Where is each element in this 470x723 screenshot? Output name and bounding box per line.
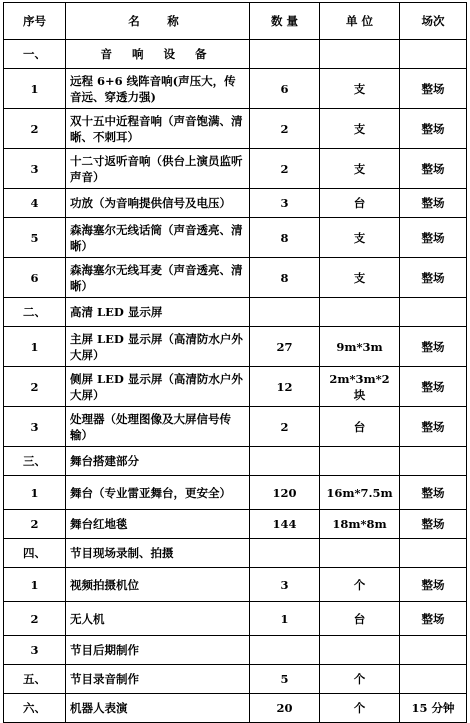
table-row [4, 694, 467, 723]
table-row [4, 665, 467, 694]
cell-name: 节目后期制作 [66, 636, 250, 665]
cell-name: 功放（为音响提供信号及电压） [66, 189, 250, 218]
cell-times: 整场 [400, 602, 467, 636]
table-row [4, 367, 467, 407]
cell-no: 二、 [4, 298, 66, 327]
cell-qty: 144 [250, 510, 320, 539]
cell-name: 处理器（处理图像及大屏信号传输） [66, 407, 250, 447]
cell-times [400, 665, 467, 694]
cell-unit: 2m*3m*2 块 [320, 367, 400, 407]
cell-no: 3 [4, 636, 66, 665]
cell-no: 5 [4, 218, 66, 258]
cell-qty: 2 [250, 109, 320, 149]
cell-unit: 台 [320, 602, 400, 636]
cell-times: 整场 [400, 327, 467, 367]
cell-unit: 支 [320, 109, 400, 149]
cell-qty: 2 [250, 149, 320, 189]
cell-qty [250, 636, 320, 665]
cell-times: 整场 [400, 510, 467, 539]
cell-no: 五、 [4, 665, 66, 694]
cell-times [400, 539, 467, 568]
table-row [4, 327, 467, 367]
cell-no: 四、 [4, 539, 66, 568]
cell-qty: 27 [250, 327, 320, 367]
cell-qty: 12 [250, 367, 320, 407]
table-row [4, 258, 467, 298]
cell-name: 高清 LED 显示屏 [66, 298, 250, 327]
cell-unit [320, 40, 400, 69]
header-name: 名 称 [66, 3, 250, 40]
cell-no: 3 [4, 149, 66, 189]
cell-qty [250, 539, 320, 568]
cell-name: 主屏 LED 显示屏（高清防水户外大屏） [66, 327, 250, 367]
cell-unit [320, 636, 400, 665]
cell-qty: 6 [250, 69, 320, 109]
cell-name: 舞台搭建部分 [66, 447, 250, 476]
equipment-table-container [3, 2, 467, 723]
cell-name: 音 响 设 备 [66, 40, 250, 69]
cell-qty: 20 [250, 694, 320, 723]
cell-times: 整场 [400, 109, 467, 149]
cell-times: 整场 [400, 149, 467, 189]
cell-no: 3 [4, 407, 66, 447]
cell-qty: 2 [250, 407, 320, 447]
cell-qty: 120 [250, 476, 320, 510]
cell-times: 整场 [400, 367, 467, 407]
cell-times [400, 298, 467, 327]
table-row [4, 189, 467, 218]
cell-no: 六、 [4, 694, 66, 723]
cell-times: 15 分钟 [400, 694, 467, 723]
cell-times: 整场 [400, 476, 467, 510]
cell-no: 一、 [4, 40, 66, 69]
cell-qty: 5 [250, 665, 320, 694]
section-row [4, 447, 467, 476]
cell-unit: 个 [320, 568, 400, 602]
cell-qty [250, 40, 320, 69]
cell-no: 1 [4, 327, 66, 367]
table-row [4, 636, 467, 665]
cell-no: 三、 [4, 447, 66, 476]
header-unit: 单 位 [320, 3, 400, 40]
cell-unit: 18m*8m [320, 510, 400, 539]
section-row [4, 539, 467, 568]
cell-unit: 台 [320, 189, 400, 218]
cell-name: 机器人表演 [66, 694, 250, 723]
table-row [4, 218, 467, 258]
cell-name: 森海塞尔无线话筒（声音透亮、清晰） [66, 218, 250, 258]
cell-name: 舞台（专业雷亚舞台，更安全） [66, 476, 250, 510]
cell-name: 无人机 [66, 602, 250, 636]
cell-unit: 支 [320, 258, 400, 298]
cell-times: 整场 [400, 218, 467, 258]
cell-unit: 台 [320, 407, 400, 447]
cell-times [400, 636, 467, 665]
cell-unit: 个 [320, 665, 400, 694]
cell-no: 1 [4, 476, 66, 510]
cell-name: 双十五中近程音响（声音饱满、清晰、不刺耳） [66, 109, 250, 149]
header-no: 序号 [4, 3, 66, 40]
cell-name: 节目录音制作 [66, 665, 250, 694]
cell-unit [320, 539, 400, 568]
cell-name: 舞台红地毯 [66, 510, 250, 539]
equipment-table [3, 2, 467, 723]
cell-unit [320, 447, 400, 476]
cell-qty: 1 [250, 602, 320, 636]
cell-times: 整场 [400, 407, 467, 447]
cell-name: 侧屏 LED 显示屏（高清防水户外大屏） [66, 367, 250, 407]
header-qty: 数 量 [250, 3, 320, 40]
cell-no: 2 [4, 367, 66, 407]
cell-times: 整场 [400, 69, 467, 109]
table-row [4, 602, 467, 636]
cell-unit: 支 [320, 69, 400, 109]
header-row [4, 3, 467, 40]
table-row [4, 476, 467, 510]
cell-no: 2 [4, 510, 66, 539]
cell-name: 视频拍摄机位 [66, 568, 250, 602]
cell-unit: 9m*3m [320, 327, 400, 367]
cell-qty: 3 [250, 568, 320, 602]
cell-unit: 支 [320, 149, 400, 189]
cell-name: 远程 6+6 线阵音响(声压大，传音远、穿透力强) [66, 69, 250, 109]
cell-qty: 8 [250, 218, 320, 258]
cell-no: 1 [4, 69, 66, 109]
table-row [4, 407, 467, 447]
cell-qty [250, 298, 320, 327]
table-row [4, 69, 467, 109]
cell-no: 2 [4, 602, 66, 636]
header-times: 场次 [400, 3, 467, 40]
cell-times: 整场 [400, 189, 467, 218]
cell-no: 2 [4, 109, 66, 149]
cell-qty: 3 [250, 189, 320, 218]
table-row [4, 568, 467, 602]
cell-name: 森海塞尔无线耳麦（声音透亮、清晰） [66, 258, 250, 298]
cell-unit: 个 [320, 694, 400, 723]
section-row [4, 40, 467, 69]
table-row [4, 510, 467, 539]
cell-qty [250, 447, 320, 476]
cell-times: 整场 [400, 568, 467, 602]
cell-times: 整场 [400, 258, 467, 298]
cell-unit [320, 298, 400, 327]
cell-no: 1 [4, 568, 66, 602]
cell-no: 4 [4, 189, 66, 218]
section-row [4, 298, 467, 327]
cell-times [400, 40, 467, 69]
cell-qty: 8 [250, 258, 320, 298]
cell-no: 6 [4, 258, 66, 298]
cell-times [400, 447, 467, 476]
cell-unit: 支 [320, 218, 400, 258]
table-row [4, 149, 467, 189]
table-row [4, 109, 467, 149]
cell-unit: 16m*7.5m [320, 476, 400, 510]
cell-name: 十二寸返听音响（供台上演员监听声音） [66, 149, 250, 189]
cell-name: 节目现场录制、拍摄 [66, 539, 250, 568]
